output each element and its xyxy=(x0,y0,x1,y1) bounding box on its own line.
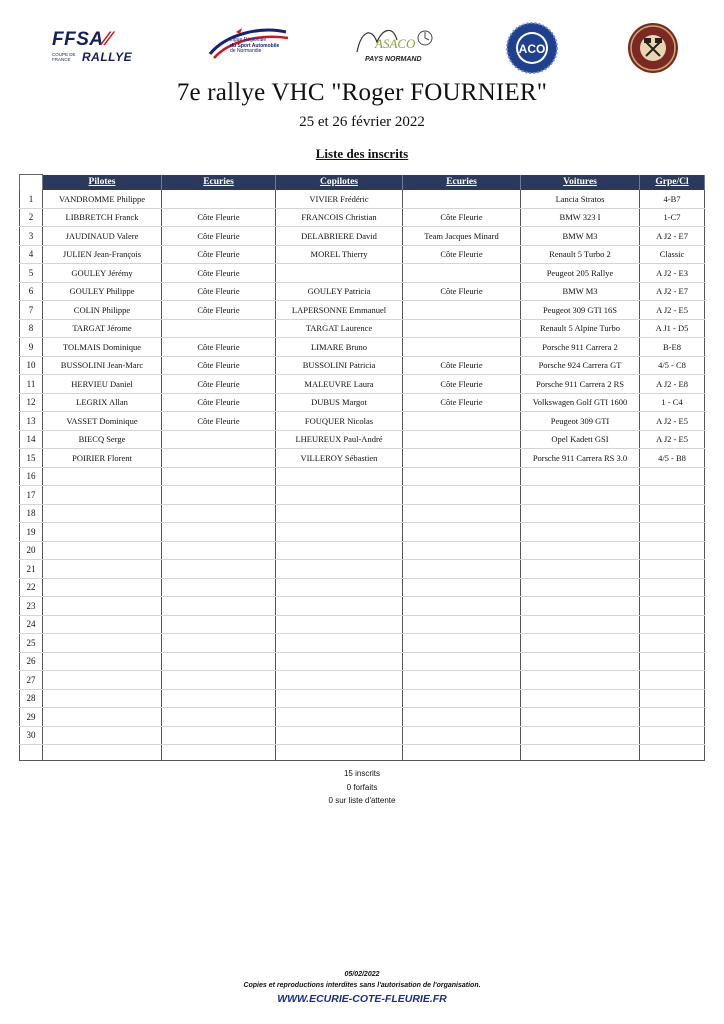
pilote-cell xyxy=(43,467,162,486)
pilote-cell: JULIEN Jean-François xyxy=(43,245,162,264)
voiture-cell xyxy=(521,541,640,560)
ecurie-copilote-cell xyxy=(403,301,521,320)
ecurie-pilote-cell: Côte Fleurie xyxy=(162,245,276,264)
table-row xyxy=(20,486,705,505)
groupe-cell: Classic xyxy=(640,245,705,264)
ecurie-pilote-cell xyxy=(162,504,276,523)
footer-copyright: Copies et reproductions interdites sans l'autorisation de l'organisation. xyxy=(243,982,481,989)
copilote-cell: FRANCOIS Christian xyxy=(276,208,403,227)
summary-forfaits: 0 forfaits xyxy=(346,782,378,792)
voiture-cell xyxy=(521,708,640,727)
groupe-cell xyxy=(640,689,705,708)
ecurie-copilote-cell: Côte Fleurie xyxy=(403,208,521,227)
groupe-cell xyxy=(640,467,705,486)
voiture-cell xyxy=(521,504,640,523)
row-number: 11 xyxy=(20,375,43,394)
row-number: 29 xyxy=(20,708,43,727)
voiture-cell xyxy=(521,578,640,597)
voiture-cell: Peugeot 309 GTI 16S xyxy=(521,301,640,320)
voiture-cell: Opel Kadett GSI xyxy=(521,430,640,449)
table-row xyxy=(20,319,705,338)
table-row xyxy=(20,208,705,227)
empty-cell xyxy=(521,745,640,761)
groupe-cell: A J1 - D5 xyxy=(640,319,705,338)
ligue-line1: Ligue Régionale xyxy=(230,37,267,43)
row-number: 6 xyxy=(20,282,43,301)
aco-letters: ACO xyxy=(518,42,546,56)
groupe-cell: 1-C7 xyxy=(640,208,705,227)
groupe-cell xyxy=(640,615,705,634)
row-number: 25 xyxy=(20,634,43,653)
pilote-cell: TARGAT Jérome xyxy=(43,319,162,338)
copilote-cell xyxy=(276,523,403,542)
ecurie-pilote-cell: Côte Fleurie xyxy=(162,393,276,412)
copilote-cell xyxy=(276,634,403,653)
voiture-cell xyxy=(521,726,640,745)
summary xyxy=(0,767,724,808)
ecurie-copilote-cell xyxy=(403,504,521,523)
row-number: 16 xyxy=(20,467,43,486)
empty-cell xyxy=(43,745,162,761)
row-number: 30 xyxy=(20,726,43,745)
groupe-cell xyxy=(640,541,705,560)
voiture-cell xyxy=(521,486,640,505)
groupe-cell: A J2 - E5 xyxy=(640,412,705,431)
ecurie-copilote-cell xyxy=(403,449,521,468)
groupe-cell xyxy=(640,486,705,505)
table-row xyxy=(20,652,705,671)
table-row xyxy=(20,227,705,246)
copilote-cell xyxy=(276,652,403,671)
ecurie-pilote-cell: Côte Fleurie xyxy=(162,375,276,394)
table-row xyxy=(20,430,705,449)
pilote-cell xyxy=(43,560,162,579)
table-row xyxy=(20,671,705,690)
ffsa-sub-line1: COUPE DE xyxy=(52,52,76,57)
club-emblem-icon xyxy=(627,22,679,74)
table-row xyxy=(20,245,705,264)
ecurie-pilote-cell xyxy=(162,541,276,560)
copilote-cell: VIVIER Frédéric xyxy=(276,190,403,208)
pilote-cell xyxy=(43,726,162,745)
row-number: 9 xyxy=(20,338,43,357)
pilote-cell: VANDROMME Philippe xyxy=(43,190,162,208)
copilote-cell xyxy=(276,597,403,616)
ecurie-copilote-cell xyxy=(403,615,521,634)
summary-attente: 0 sur liste d'attente xyxy=(328,796,396,805)
groupe-cell xyxy=(640,634,705,653)
ecurie-copilote-cell xyxy=(403,319,521,338)
copilote-cell xyxy=(276,504,403,523)
ecurie-pilote-cell xyxy=(162,430,276,449)
groupe-cell xyxy=(640,652,705,671)
pilote-cell xyxy=(43,689,162,708)
row-number: 17 xyxy=(20,486,43,505)
pilote-cell: JAUDINAUD Valere xyxy=(43,227,162,246)
voiture-cell xyxy=(521,523,640,542)
ecurie-pilote-cell xyxy=(162,671,276,690)
copilote-cell xyxy=(276,467,403,486)
groupe-cell: 4/5 - C8 xyxy=(640,356,705,375)
table-row xyxy=(20,541,705,560)
voiture-cell: Peugeot 309 GTI xyxy=(521,412,640,431)
table-row xyxy=(20,467,705,486)
pilote-cell xyxy=(43,708,162,727)
ecurie-pilote-cell: Côte Fleurie xyxy=(162,412,276,431)
pilote-cell: GOULEY Jérémy xyxy=(43,264,162,283)
groupe-cell xyxy=(640,726,705,745)
voiture-cell: Porsche 911 Carrera 2 xyxy=(521,338,640,357)
table-row xyxy=(20,504,705,523)
row-number: 12 xyxy=(20,393,43,412)
copilote-cell xyxy=(276,708,403,727)
table-row xyxy=(20,338,705,357)
ecurie-copilote-cell xyxy=(403,689,521,708)
pilote-cell: HERVIEU Daniel xyxy=(43,375,162,394)
ecurie-pilote-cell xyxy=(162,449,276,468)
row-number: 23 xyxy=(20,597,43,616)
ecurie-copilote-cell xyxy=(403,467,521,486)
ecurie-copilote-cell xyxy=(403,338,521,357)
ecurie-copilote-cell xyxy=(403,597,521,616)
table-row xyxy=(20,356,705,375)
ligue-line2: du Sport Automobile xyxy=(230,42,280,49)
voiture-cell xyxy=(521,615,640,634)
groupe-cell xyxy=(640,523,705,542)
voiture-cell: BMW 323 I xyxy=(521,208,640,227)
asaco-logo xyxy=(353,22,435,72)
pilote-cell: LIBBRETCH Franck xyxy=(43,208,162,227)
row-number: 13 xyxy=(20,412,43,431)
col-ecuries-pilote: Ecuries xyxy=(162,175,276,191)
footer xyxy=(0,969,724,1006)
ecurie-copilote-cell: Côte Fleurie xyxy=(403,245,521,264)
ecurie-copilote-cell: Côte Fleurie xyxy=(403,356,521,375)
pilote-cell: POIRIER Florent xyxy=(43,449,162,468)
col-voitures: Voitures xyxy=(521,175,640,191)
table-row xyxy=(20,615,705,634)
groupe-cell xyxy=(640,504,705,523)
voiture-cell: Peugeot 205 Rallye xyxy=(521,264,640,283)
voiture-cell xyxy=(521,560,640,579)
ecurie-copilote-cell xyxy=(403,578,521,597)
voiture-cell: Porsche 924 Carrera GT xyxy=(521,356,640,375)
pilote-cell: COLIN Philippe xyxy=(43,301,162,320)
pilote-cell xyxy=(43,541,162,560)
table-row xyxy=(20,393,705,412)
ffsa-logo: FFSA⁄⁄ COUPE DE FRANCE RALLYE xyxy=(52,29,133,64)
ecurie-pilote-cell xyxy=(162,708,276,727)
ecurie-pilote-cell xyxy=(162,486,276,505)
ecurie-copilote-cell xyxy=(403,634,521,653)
voiture-cell xyxy=(521,689,640,708)
ecurie-pilote-cell: Côte Fleurie xyxy=(162,338,276,357)
row-number: 24 xyxy=(20,615,43,634)
copilote-cell: MOREL Thierry xyxy=(276,245,403,264)
ecurie-pilote-cell: Côte Fleurie xyxy=(162,208,276,227)
row-number: 19 xyxy=(20,523,43,542)
asaco-script: ASACO xyxy=(375,36,416,51)
empty-cell xyxy=(20,745,43,761)
copilote-cell: VILLEROY Sébastien xyxy=(276,449,403,468)
copilote-cell: DELABRIERE David xyxy=(276,227,403,246)
copilote-cell: DUBUS Margot xyxy=(276,393,403,412)
ligue-normandie-logo xyxy=(206,24,292,70)
col-groupe-classe: Grpe/Cl xyxy=(640,175,705,191)
row-number: 1 xyxy=(20,190,43,208)
pilote-cell xyxy=(43,523,162,542)
ecurie-pilote-cell xyxy=(162,689,276,708)
row-number: 3 xyxy=(20,227,43,246)
page-title: 7e rallye VHC "Roger FOURNIER" xyxy=(176,79,548,106)
pilote-cell: BIECQ Serge xyxy=(43,430,162,449)
ecurie-copilote-cell xyxy=(403,652,521,671)
ecurie-pilote-cell: Côte Fleurie xyxy=(162,227,276,246)
pilote-cell: LEGRIX Allan xyxy=(43,393,162,412)
ecurie-copilote-cell xyxy=(403,430,521,449)
table-header-row xyxy=(20,175,705,191)
table-row xyxy=(20,523,705,542)
pilote-cell xyxy=(43,634,162,653)
pilote-cell xyxy=(43,671,162,690)
pilote-cell: TOLMAIS Dominique xyxy=(43,338,162,357)
col-number xyxy=(20,175,43,191)
pilote-cell: VASSET Dominique xyxy=(43,412,162,431)
ecurie-copilote-cell xyxy=(403,560,521,579)
table-row xyxy=(20,689,705,708)
row-number: 22 xyxy=(20,578,43,597)
table-row xyxy=(20,282,705,301)
row-number: 20 xyxy=(20,541,43,560)
ecurie-pilote-cell xyxy=(162,319,276,338)
copilote-cell xyxy=(276,726,403,745)
col-copilotes: Copilotes xyxy=(276,175,403,191)
table-row xyxy=(20,634,705,653)
ecurie-copilote-cell xyxy=(403,726,521,745)
ecurie-pilote-cell: Côte Fleurie xyxy=(162,301,276,320)
copilote-cell: GOULEY Patricia xyxy=(276,282,403,301)
row-number: 18 xyxy=(20,504,43,523)
voiture-cell xyxy=(521,597,640,616)
copilote-cell: TARGAT Laurence xyxy=(276,319,403,338)
groupe-cell: A J2 - E3 xyxy=(640,264,705,283)
groupe-cell: A J2 - E7 xyxy=(640,282,705,301)
table-row xyxy=(20,708,705,727)
summary-inscrits: 15 inscrits xyxy=(343,769,380,778)
logo-bar xyxy=(0,22,724,74)
row-number: 14 xyxy=(20,430,43,449)
copilote-cell xyxy=(276,560,403,579)
groupe-cell xyxy=(640,560,705,579)
row-number: 7 xyxy=(20,301,43,320)
copilote-cell: LIMARE Bruno xyxy=(276,338,403,357)
empty-cell xyxy=(403,745,521,761)
ecurie-pilote-cell: Côte Fleurie xyxy=(162,356,276,375)
table-row xyxy=(20,190,705,208)
voiture-cell xyxy=(521,671,640,690)
ecurie-copilote-cell: Côte Fleurie xyxy=(403,393,521,412)
copilote-cell: LAPERSONNE Emmanuel xyxy=(276,301,403,320)
groupe-cell: A J2 - E5 xyxy=(640,430,705,449)
ecurie-copilote-cell xyxy=(403,412,521,431)
col-ecuries-copilote: Ecuries xyxy=(403,175,521,191)
row-number: 28 xyxy=(20,689,43,708)
aco-badge-icon xyxy=(506,22,558,74)
ffsa-rallye-word: RALLYE xyxy=(82,50,133,64)
ffsa-wordmark: FFSA xyxy=(52,29,104,50)
row-number: 2 xyxy=(20,208,43,227)
table-row xyxy=(20,726,705,745)
copilote-cell xyxy=(276,541,403,560)
empty-cell xyxy=(276,745,403,761)
ecurie-copilote-cell xyxy=(403,541,521,560)
ecurie-pilote-cell xyxy=(162,652,276,671)
voiture-cell: BMW M3 xyxy=(521,282,640,301)
table-row xyxy=(20,264,705,283)
ecurie-copilote-cell: Team Jacques Minard xyxy=(403,227,521,246)
voiture-cell xyxy=(521,467,640,486)
ecurie-pilote-cell xyxy=(162,726,276,745)
groupe-cell xyxy=(640,578,705,597)
pilote-cell xyxy=(43,578,162,597)
copilote-cell: BUSSOLINI Patricia xyxy=(276,356,403,375)
voiture-cell: Lancia Stratos xyxy=(521,190,640,208)
row-number: 26 xyxy=(20,652,43,671)
row-number: 8 xyxy=(20,319,43,338)
entries-table xyxy=(19,174,705,761)
ecurie-pilote-cell xyxy=(162,597,276,616)
ecurie-pilote-cell: Côte Fleurie xyxy=(162,264,276,283)
groupe-cell: A J2 - E7 xyxy=(640,227,705,246)
footer-website-link[interactable]: WWW.ECURIE-COTE-FLEURIE.FR xyxy=(277,993,447,1005)
row-number: 27 xyxy=(20,671,43,690)
table-row xyxy=(20,412,705,431)
ecurie-pilote-cell xyxy=(162,190,276,208)
table-row xyxy=(20,578,705,597)
voiture-cell: Porsche 911 Carrera 2 RS xyxy=(521,375,640,394)
row-number: 10 xyxy=(20,356,43,375)
copilote-cell xyxy=(276,615,403,634)
table-row xyxy=(20,560,705,579)
groupe-cell: B-E8 xyxy=(640,338,705,357)
entries-body xyxy=(20,190,705,761)
copilote-cell xyxy=(276,671,403,690)
ecurie-pilote-cell xyxy=(162,467,276,486)
empty-cell xyxy=(640,745,705,761)
footer-date: 05/02/2022 xyxy=(344,971,380,978)
groupe-cell xyxy=(640,671,705,690)
table-row xyxy=(20,301,705,320)
list-heading: Liste des inscrits xyxy=(315,146,409,161)
pilote-cell xyxy=(43,615,162,634)
ecurie-copilote-cell xyxy=(403,486,521,505)
table-filler-row xyxy=(20,745,705,761)
table-row xyxy=(20,449,705,468)
ecurie-copilote-cell xyxy=(403,264,521,283)
event-dates: 25 et 26 février 2022 xyxy=(299,114,425,130)
groupe-cell xyxy=(640,597,705,616)
row-number: 15 xyxy=(20,449,43,468)
row-number: 4 xyxy=(20,245,43,264)
asaco-emblem-icon xyxy=(353,22,435,58)
copilote-cell: LHEUREUX Paul-André xyxy=(276,430,403,449)
copilote-cell xyxy=(276,689,403,708)
ecurie-pilote-cell xyxy=(162,615,276,634)
row-number: 21 xyxy=(20,560,43,579)
col-pilotes: Pilotes xyxy=(43,175,162,191)
voiture-cell: Renault 5 Alpine Turbo xyxy=(521,319,640,338)
groupe-cell: 1 - C4 xyxy=(640,393,705,412)
club-emblem-logo xyxy=(627,22,679,74)
pilote-cell xyxy=(43,652,162,671)
table-row xyxy=(20,597,705,616)
copilote-cell: FOUQUER Nicolas xyxy=(276,412,403,431)
ecurie-pilote-cell xyxy=(162,634,276,653)
ligue-line3: de Normandie xyxy=(230,48,262,54)
ecurie-copilote-cell xyxy=(403,190,521,208)
ecurie-copilote-cell: Côte Fleurie xyxy=(403,282,521,301)
copilote-cell xyxy=(276,578,403,597)
ecurie-pilote-cell xyxy=(162,560,276,579)
aco-logo xyxy=(506,22,558,74)
voiture-cell: Volkswagen Golf GTI 1600 xyxy=(521,393,640,412)
voiture-cell: Renault 5 Turbo 2 xyxy=(521,245,640,264)
copilote-cell xyxy=(276,264,403,283)
ecurie-copilote-cell: Côte Fleurie xyxy=(403,375,521,394)
empty-cell xyxy=(162,745,276,761)
copilote-cell xyxy=(276,486,403,505)
voiture-cell xyxy=(521,634,640,653)
ffsa-sub-line2: FRANCE xyxy=(52,57,71,62)
pilote-cell: BUSSOLINI Jean-Marc xyxy=(43,356,162,375)
voiture-cell: Porsche 911 Carrera RS 3.0 xyxy=(521,449,640,468)
copilote-cell: MALEUVRE Laura xyxy=(276,375,403,394)
ecurie-copilote-cell xyxy=(403,523,521,542)
pilote-cell xyxy=(43,486,162,505)
ecurie-pilote-cell: Côte Fleurie xyxy=(162,282,276,301)
pilote-cell: GOULEY Philippe xyxy=(43,282,162,301)
table-row xyxy=(20,375,705,394)
groupe-cell: A J2 - E8 xyxy=(640,375,705,394)
row-number: 5 xyxy=(20,264,43,283)
groupe-cell xyxy=(640,708,705,727)
ecurie-pilote-cell xyxy=(162,523,276,542)
voiture-cell xyxy=(521,652,640,671)
voiture-cell: BMW M3 xyxy=(521,227,640,246)
ecurie-copilote-cell xyxy=(403,708,521,727)
groupe-cell: 4/5 - B8 xyxy=(640,449,705,468)
groupe-cell: 4-B7 xyxy=(640,190,705,208)
ecurie-pilote-cell xyxy=(162,578,276,597)
ecurie-copilote-cell xyxy=(403,671,521,690)
pilote-cell xyxy=(43,504,162,523)
pilote-cell xyxy=(43,597,162,616)
asaco-tagline: PAYS NORMAND xyxy=(365,56,422,63)
groupe-cell: A J2 - E5 xyxy=(640,301,705,320)
